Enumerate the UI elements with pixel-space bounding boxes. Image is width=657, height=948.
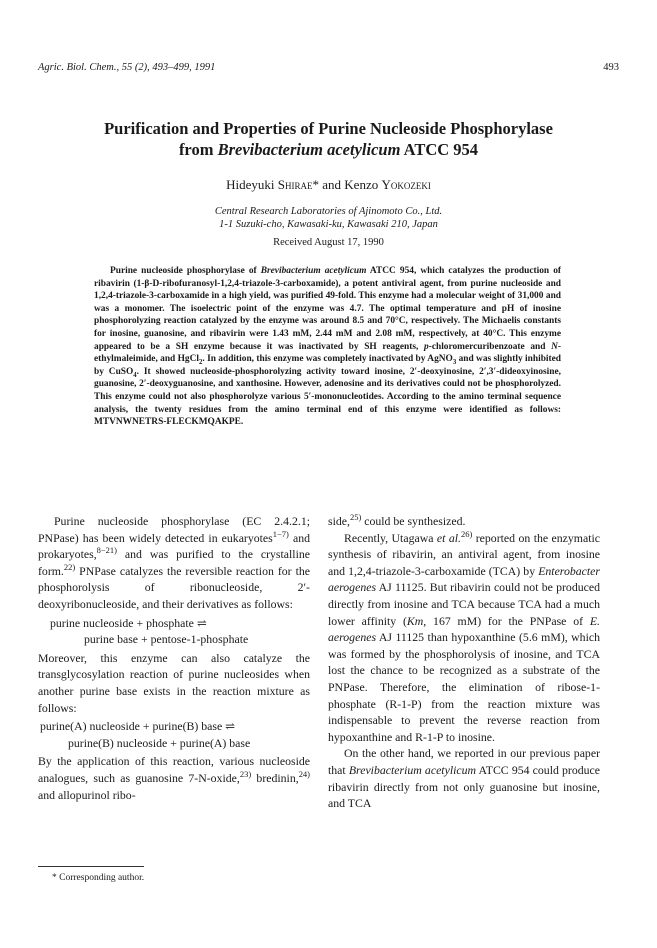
citation-ref: 1−7) — [272, 528, 289, 539]
received-date: Received August 17, 1990 — [273, 237, 384, 248]
equation-transglycosylation-line-2: purine(B) nucleoside + purine(A) base — [68, 735, 251, 750]
page-number: 493 — [603, 62, 619, 73]
footnote-divider — [38, 866, 144, 867]
title-line-1: Purification and Properties of Purine Nucleoside Phosphorylase — [104, 119, 553, 138]
citation-ref: 26) — [460, 528, 473, 539]
paragraph-utagawa: Recently, Utagawa et al.$^{26)}$ reported on the enzymatic synthesis of ribavirin, an antiviral agent, from inosine and 1,2,4-triazole-3-carboxamide (TCA) by Enterobacter aerogenes AJ 11125. But ribavirin could not be produced directly from inosine and TCA because TCA had a much lower affinity (Km, 167 mM) for the PNPase of E. aerogenes AJ 11125 than hypoxanthine (5.6 mM), which was formed by the phosphorolysis of inosine, and TCA lost the chance to be recognized as a substrate of the PNPase. Therefore, the elimination of ribose-1-phosphate (R-1-P) from the reaction mixture was indispensable to prevent the reverse reaction from hypoxanthine and R-1-P to inosine. — [328, 528, 601, 744]
affiliation: Central Research Laboratories of Ajinomoto Co., Ltd. 1-1 Suzuki-cho, Kawasaki-ku, Kawasaki 210, Japan — [214, 206, 443, 230]
citation-ref: 23) — [239, 768, 252, 779]
corresponding-mark: * — [312, 177, 319, 192]
journal-citation: Agric. Biol. Chem., 55 (2), 493–499, 1991 — [38, 62, 216, 73]
body-column-right — [328, 513, 600, 812]
citation-ref: 22) — [63, 561, 76, 572]
author-list: Hideyuki Shirae* and Kenzo Yokozeki — [226, 177, 431, 192]
title-line-2: from Brevibacterium acetylicum ATCC 954 — [178, 140, 479, 159]
author-1-surname: Shirae — [277, 177, 313, 192]
article-title — [0, 118, 657, 160]
paragraph-intro: Purine nucleoside phosphorylase (EC 2.4.2.1; PNPase) has been widely detected in eukaryotes$^{1-7)}$ and prokaryotes,$^{8-21)}$ and was purified to the crystalline form.$^{22)}$ PNPase catalyzes the reversible reaction for the phosphorolysis of ribonucleoside, 2′-deoxyribonucleoside, and their derivatives as follows: — [38, 514, 310, 611]
citation-ref: 8−21) — [96, 545, 117, 556]
title-organism: Brevibacterium acetylicum — [217, 140, 401, 159]
paragraph-continued: side,$^{25)}$ could be synthesized. — [328, 512, 466, 528]
footnote: * Corresponding author. — [52, 873, 145, 883]
equation-phosphorolysis-line-2: purine base + pentose-1-phosphate — [84, 632, 249, 647]
paragraph-previous-work: On the other hand, we reported in our previous paper that Brevibacterium acetylicum ATCC 954 could produce ribavirin directly from not only guanosine but inosine, and TCA — [328, 746, 601, 811]
abstract: Purine nucleoside phosphorylase of Brevibacterium acetylicum ATCC 954, which catalyzes the production of ribavirin (1-β-D-ribofuranosyl-1,2,4-triazole-3-carboxamide), a potent antiviral agent, from purine nucleoside and 1,2,4-triazole-3-carboxamide in a high yield, was purified 49-fold. This enzyme had a molecular weight of 31,000 and was a monomer. The isoelectric point of the enzyme was 4.7. The optimal temperature and pH of inosine phosphorolyzing reaction catalyzed by the enzyme was around 8.5 and 70°C, respectively. The Michaelis constants for inosine, guanosine, and ribavirin were 1.43 mM, 2.44 mM and 2.08 mM, respectively, at 40°C. This enzyme appeared to be a SH enzyme because it was inactivated by SH reagents, p-chloromercuribenzoate and N-ethylmaleimide, and HgCl$_2$. In addition, this enzyme was completely inactivated by AgNO$_3$ and was slightly inhibited by CuSO$_4$. It showed nucleoside-phosphorolyzing activity toward inosine, 2′-deoxyinosine, 2′,3′-dideoxyinosine, guanosine, 2′-deoxyguanosine, and xanthosine. However, adenosine and its derivatives could not be phosphorolyzed. This enzyme could not also phosphorolyze various 5′-mononucleotides. According to the amino terminal sequence analysis, the twenty residues from the amino terminal end of this enzyme were identified as follows: MTVNWNETRS-FLECKMQAKPE. — [94, 266, 562, 428]
equation-transglycosylation-line-1: purine(A) nucleoside + purine(B) base ⇌ — [40, 719, 236, 734]
author-2-surname: Yokozeki — [381, 177, 431, 192]
paragraph-analogues: By the application of this reaction, various nucleoside analogues, such as guanosine 7-N-oxide,$^{23)}$ bredinin,$^{24)}$ and allopurinol ribo- — [38, 754, 310, 802]
equation-phosphorolysis-line-1: purine nucleoside + phosphate ⇌ — [50, 615, 207, 630]
citation-ref: 25) — [349, 512, 362, 523]
paragraph-transglycosylation: Moreover, this enzyme can also catalyze the transglycosylation reaction of purine nucleosides when another purine base exists in the reaction mixture as follows: — [38, 650, 310, 715]
body-column-left — [38, 513, 310, 803]
citation-ref: 24) — [298, 768, 310, 779]
